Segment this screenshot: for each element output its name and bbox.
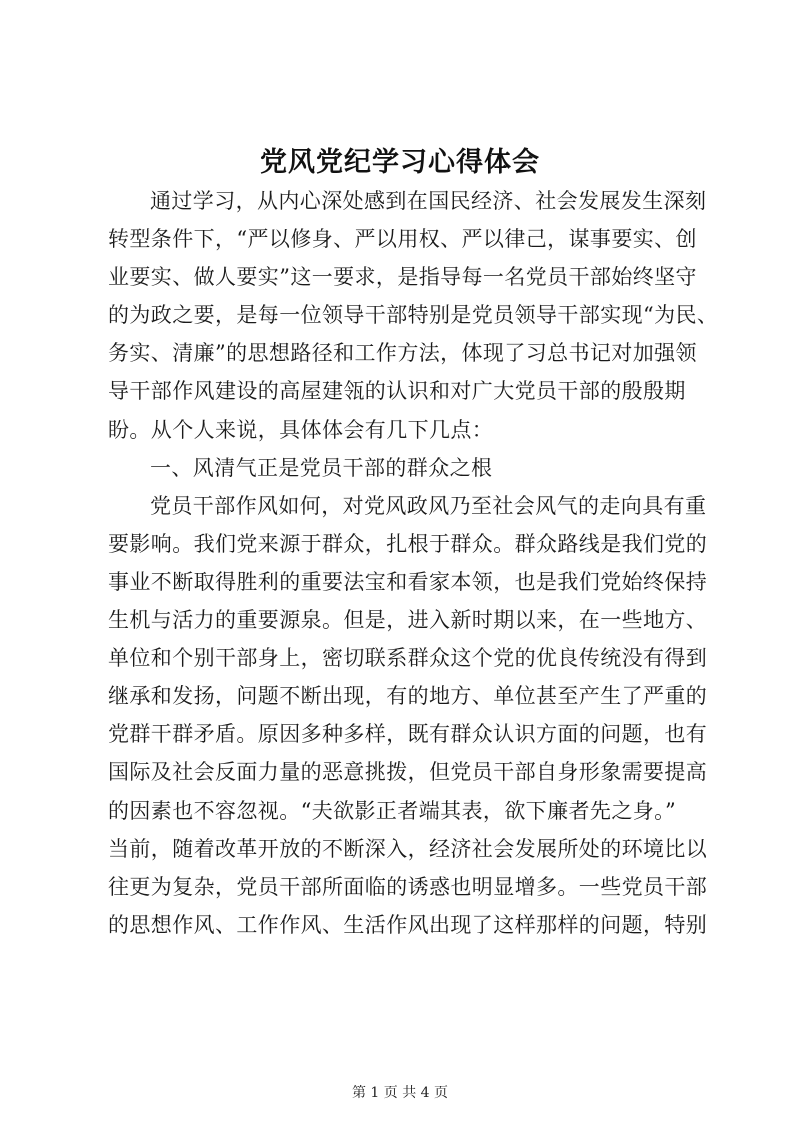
paragraph-line: 党群干群矛盾。原因多种多样，既有群众认识方面的问题，也有	[108, 722, 708, 747]
paragraph-line: 要影响。我们党来源于群众，扎根于群众。群众路线是我们党的	[108, 531, 708, 556]
paragraph-line: 的为政之要，是每一位领导干部特别是党员领导干部实现“为民、	[108, 303, 719, 328]
paragraph-line: 单位和个别干部身上，密切联系群众这个党的优良传统没有得到	[108, 646, 708, 671]
paragraph-line: 国际及社会反面力量的恶意挑拨，但党员干部自身形象需要提高	[108, 760, 708, 785]
paragraph-line: 盼。从个人来说，具体体会有几下几点：	[108, 417, 494, 442]
document-body	[108, 182, 719, 944]
paragraph-line: 生机与活力的重要源泉。但是，进入新时期以来，在一些地方、	[108, 608, 708, 633]
document-title: 党风党纪学习心得体会	[260, 147, 540, 178]
paragraph-line: 业要实、做人要实”这一要求，是指导每一名党员干部始终坚守	[108, 265, 697, 290]
paragraph-line: 通过学习，从内心深处感到在国民经济、社会发展发生深刻	[150, 189, 707, 213]
paragraph-line: 的因素也不容忽视。“夫欲影正者端其表，欲下廉者先之身。”	[108, 798, 677, 823]
paragraph-line: 务实、清廉”的思想路径和工作方法，体现了习总书记对加强领	[108, 341, 697, 366]
paragraph-line: 继承和发扬，问题不断出现，有的地方、单位甚至产生了严重的	[108, 684, 708, 709]
paragraph-line: 当前，随着改革开放的不断深入，经济社会发展所处的环境比以	[108, 836, 708, 861]
paragraph-line: 导干部作风建设的高屋建瓴的认识和对广大党员干部的殷殷期	[108, 379, 686, 404]
section-heading: 一、风清气正是党员干部的群众之根	[150, 455, 493, 480]
page-footer: 第 1 页 共 4 页	[351, 1085, 449, 1101]
paragraph-line: 的思想作风、工作作风、生活作风出现了这样那样的问题，特别	[108, 912, 708, 937]
paragraph-line: 转型条件下，“严以修身、严以用权、严以律己，谋事要实、创	[108, 227, 697, 252]
paragraph-line: 事业不断取得胜利的重要法宝和看家本领，也是我们党始终保持	[108, 569, 708, 594]
paragraph-line: 党员干部作风如何，对党风政风乃至社会风气的走向具有重	[150, 493, 707, 518]
paragraph-line: 往更为复杂，党员干部所面临的诱惑也明显增多。一些党员干部	[108, 874, 708, 899]
